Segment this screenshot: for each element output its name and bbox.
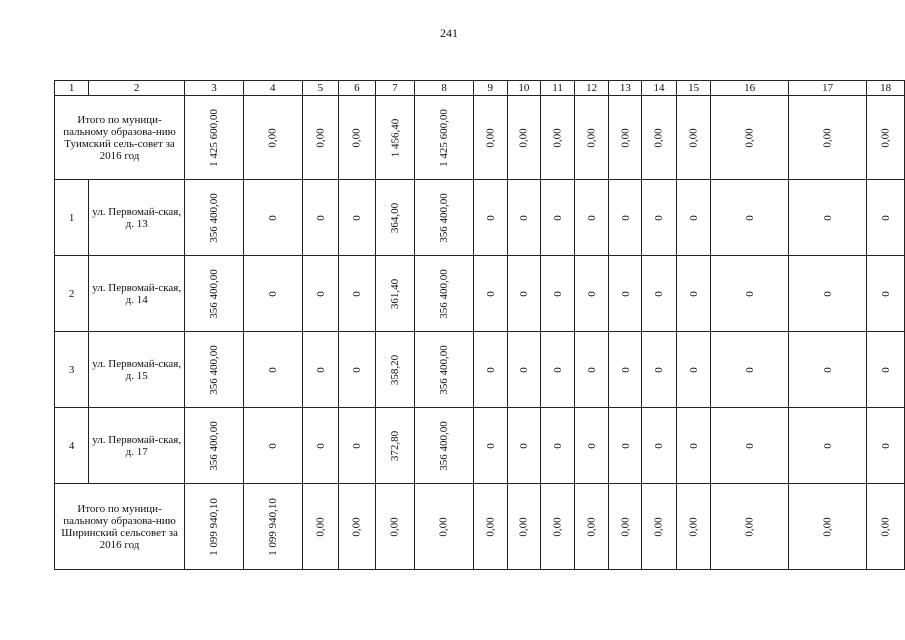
value-cell-col-9 <box>473 484 507 570</box>
value-text: 0,00 <box>517 516 530 537</box>
value-text: 0 <box>266 366 279 373</box>
value-cell-col-12 <box>574 332 609 408</box>
value-text: 0 <box>551 366 564 373</box>
value-text: 356 400,00 <box>438 420 451 471</box>
value-text: 0 <box>551 290 564 297</box>
column-header-7: 7 <box>375 81 415 96</box>
value-cell-col-7 <box>375 484 415 570</box>
value-cell-col-9 <box>473 408 507 484</box>
value-cell-col-15 <box>676 332 711 408</box>
value-text: 0,00 <box>551 127 564 148</box>
value-cell-col-11 <box>541 96 575 180</box>
value-text: 0,00 <box>652 516 665 537</box>
value-cell-col-6 <box>339 180 376 256</box>
value-cell-col-13 <box>609 256 642 332</box>
value-cell-col-5 <box>302 256 339 332</box>
value-cell-col-18 <box>867 332 905 408</box>
value-cell-col-4 <box>243 96 302 180</box>
value-text: 0,00 <box>388 516 401 537</box>
value-text: 356 400,00 <box>438 268 451 319</box>
value-text: 0,00 <box>652 127 665 148</box>
column-header-3: 3 <box>185 81 244 96</box>
value-text: 356 400,00 <box>207 192 220 243</box>
column-header-1: 1 <box>55 81 89 96</box>
table-row <box>55 256 905 332</box>
row-number: 4 <box>55 408 89 484</box>
value-cell-col-11 <box>541 484 575 570</box>
value-text: 0 <box>687 214 700 221</box>
value-cell-col-8 <box>415 180 474 256</box>
value-cell-col-6 <box>339 256 376 332</box>
value-text: 0 <box>821 290 834 297</box>
value-cell-col-3 <box>185 484 244 570</box>
value-cell-col-4 <box>243 332 302 408</box>
value-text: 0,00 <box>350 127 363 148</box>
value-cell-col-17 <box>788 484 866 570</box>
column-header-8: 8 <box>415 81 474 96</box>
value-text: 372,80 <box>388 430 401 461</box>
value-text: 0,00 <box>585 516 598 537</box>
value-cell-col-12 <box>574 180 609 256</box>
value-cell-col-14 <box>642 96 677 180</box>
table-row <box>55 408 905 484</box>
value-cell-col-3 <box>185 180 244 256</box>
value-cell-col-17 <box>788 180 866 256</box>
value-cell-col-5 <box>302 332 339 408</box>
value-text: 0 <box>879 366 892 373</box>
value-cell-col-3 <box>185 256 244 332</box>
value-text: 361,40 <box>388 278 401 309</box>
page-number: 241 <box>440 26 458 40</box>
value-cell-col-18 <box>867 180 905 256</box>
column-header-18: 18 <box>867 81 905 96</box>
value-text: 0 <box>687 366 700 373</box>
value-cell-col-12 <box>574 408 609 484</box>
value-cell-col-17 <box>788 256 866 332</box>
column-header-15: 15 <box>676 81 711 96</box>
value-cell-col-13 <box>609 484 642 570</box>
value-text: 0 <box>619 214 632 221</box>
address-cell: ул. Первомай-ская, д. 14 <box>89 256 185 332</box>
value-text: 1 456,40 <box>388 118 401 157</box>
value-text: 0 <box>350 366 363 373</box>
value-text: 0 <box>585 442 598 449</box>
value-text: 0,00 <box>517 127 530 148</box>
value-text: 0 <box>743 442 756 449</box>
value-cell-col-10 <box>507 180 541 256</box>
value-cell-col-18 <box>867 484 905 570</box>
value-text: 0 <box>551 442 564 449</box>
value-cell-col-6 <box>339 484 376 570</box>
value-text: 0 <box>879 290 892 297</box>
value-text: 0 <box>350 290 363 297</box>
value-text: 0,00 <box>484 516 497 537</box>
value-text: 0 <box>314 442 327 449</box>
total-label: Итого по муници-пальному образова-нию Ширинский сельсовет за 2016 год <box>55 484 185 570</box>
value-text: 0 <box>743 366 756 373</box>
value-cell-col-18 <box>867 256 905 332</box>
column-header-4: 4 <box>243 81 302 96</box>
value-cell-col-17 <box>788 408 866 484</box>
column-header-17: 17 <box>788 81 866 96</box>
value-cell-col-13 <box>609 96 642 180</box>
value-text: 0 <box>266 290 279 297</box>
value-text: 0 <box>879 214 892 221</box>
value-text: 0,00 <box>687 127 700 148</box>
value-cell-col-16 <box>711 484 788 570</box>
value-text: 0 <box>652 290 665 297</box>
value-cell-col-7 <box>375 256 415 332</box>
column-header-9: 9 <box>473 81 507 96</box>
value-text: 0,00 <box>687 516 700 537</box>
table-row <box>55 96 905 180</box>
value-cell-col-18 <box>867 96 905 180</box>
value-cell-col-8 <box>415 96 474 180</box>
value-cell-col-10 <box>507 332 541 408</box>
column-header-2: 2 <box>89 81 185 96</box>
value-cell-col-10 <box>507 408 541 484</box>
value-text: 0 <box>484 442 497 449</box>
value-text: 0,00 <box>438 516 451 537</box>
value-cell-col-9 <box>473 256 507 332</box>
value-cell-col-16 <box>711 332 788 408</box>
value-cell-col-16 <box>711 408 788 484</box>
value-cell-col-17 <box>788 332 866 408</box>
register-table <box>54 80 905 570</box>
value-text: 0 <box>585 214 598 221</box>
value-text: 0 <box>484 290 497 297</box>
value-text: 0,00 <box>551 516 564 537</box>
value-cell-col-8 <box>415 332 474 408</box>
value-text: 0 <box>619 442 632 449</box>
value-cell-col-13 <box>609 332 642 408</box>
column-header-6: 6 <box>339 81 376 96</box>
value-text: 0 <box>484 214 497 221</box>
value-cell-col-14 <box>642 180 677 256</box>
value-cell-col-6 <box>339 408 376 484</box>
value-cell-col-14 <box>642 256 677 332</box>
value-text: 0,00 <box>879 127 892 148</box>
value-text: 356 400,00 <box>207 420 220 471</box>
value-cell-col-13 <box>609 180 642 256</box>
value-text: 0,00 <box>266 127 279 148</box>
row-number: 1 <box>55 180 89 256</box>
value-text: 0 <box>314 366 327 373</box>
value-cell-col-10 <box>507 256 541 332</box>
value-text: 0 <box>585 366 598 373</box>
value-cell-col-9 <box>473 332 507 408</box>
column-header-12: 12 <box>574 81 609 96</box>
table-row <box>55 332 905 408</box>
address-cell: ул. Первомай-ская, д. 15 <box>89 332 185 408</box>
value-cell-col-7 <box>375 96 415 180</box>
value-cell-col-8 <box>415 256 474 332</box>
value-text: 0 <box>821 366 834 373</box>
value-text: 0,00 <box>484 127 497 148</box>
value-text: 0 <box>551 214 564 221</box>
value-text: 0 <box>652 214 665 221</box>
value-text: 356 400,00 <box>207 268 220 319</box>
value-cell-col-10 <box>507 484 541 570</box>
value-text: 1 099 940,10 <box>207 497 220 556</box>
value-text: 0 <box>652 442 665 449</box>
value-cell-col-6 <box>339 332 376 408</box>
value-text: 0 <box>314 290 327 297</box>
value-text: 0,00 <box>585 127 598 148</box>
total-label: Итого по муници-пальному образова-нию Туимский сель-совет за 2016 год <box>55 96 185 180</box>
header-row <box>55 81 905 96</box>
value-text: 0 <box>687 290 700 297</box>
value-text: 1 099 940,10 <box>266 497 279 556</box>
value-cell-col-4 <box>243 408 302 484</box>
value-cell-col-11 <box>541 332 575 408</box>
column-header-14: 14 <box>642 81 677 96</box>
value-text: 356 400,00 <box>438 192 451 243</box>
value-text: 0,00 <box>314 516 327 537</box>
value-cell-col-16 <box>711 256 788 332</box>
row-number: 2 <box>55 256 89 332</box>
value-cell-col-15 <box>676 96 711 180</box>
column-header-13: 13 <box>609 81 642 96</box>
value-text: 356 400,00 <box>438 344 451 395</box>
address-cell: ул. Первомай-ская, д. 17 <box>89 408 185 484</box>
table-row <box>55 180 905 256</box>
value-cell-col-13 <box>609 408 642 484</box>
value-text: 0,00 <box>879 516 892 537</box>
value-text: 0 <box>350 442 363 449</box>
value-text: 0,00 <box>821 127 834 148</box>
value-cell-col-5 <box>302 484 339 570</box>
value-cell-col-11 <box>541 180 575 256</box>
value-cell-col-5 <box>302 96 339 180</box>
value-cell-col-15 <box>676 484 711 570</box>
value-text: 0 <box>266 442 279 449</box>
value-text: 0,00 <box>821 516 834 537</box>
value-text: 0,00 <box>743 516 756 537</box>
value-text: 0,00 <box>743 127 756 148</box>
value-text: 0 <box>266 214 279 221</box>
value-text: 0 <box>517 290 530 297</box>
value-cell-col-18 <box>867 408 905 484</box>
value-cell-col-14 <box>642 484 677 570</box>
value-cell-col-4 <box>243 256 302 332</box>
value-cell-col-7 <box>375 332 415 408</box>
value-cell-col-8 <box>415 408 474 484</box>
value-text: 0 <box>350 214 363 221</box>
value-cell-col-11 <box>541 256 575 332</box>
value-text: 0 <box>619 366 632 373</box>
column-header-11: 11 <box>541 81 575 96</box>
address-cell: ул. Первомай-ская, д. 13 <box>89 180 185 256</box>
value-text: 0 <box>652 366 665 373</box>
value-cell-col-15 <box>676 408 711 484</box>
value-cell-col-12 <box>574 484 609 570</box>
column-header-10: 10 <box>507 81 541 96</box>
value-text: 1 425 600,00 <box>438 108 451 167</box>
value-text: 0 <box>517 366 530 373</box>
value-text: 0 <box>314 214 327 221</box>
value-cell-col-7 <box>375 408 415 484</box>
value-cell-col-15 <box>676 180 711 256</box>
value-text: 0 <box>484 366 497 373</box>
value-cell-col-14 <box>642 332 677 408</box>
value-text: 1 425 600,00 <box>207 108 220 167</box>
value-cell-col-9 <box>473 96 507 180</box>
value-text: 0 <box>517 442 530 449</box>
value-cell-col-12 <box>574 256 609 332</box>
value-text: 356 400,00 <box>207 344 220 395</box>
value-cell-col-16 <box>711 180 788 256</box>
value-text: 358,20 <box>388 354 401 385</box>
value-cell-col-5 <box>302 408 339 484</box>
column-header-16: 16 <box>711 81 788 96</box>
value-cell-col-9 <box>473 180 507 256</box>
value-text: 0 <box>821 442 834 449</box>
column-header-5: 5 <box>302 81 339 96</box>
value-text: 0 <box>743 214 756 221</box>
value-text: 0,00 <box>314 127 327 148</box>
value-text: 0,00 <box>350 516 363 537</box>
value-text: 0 <box>585 290 598 297</box>
value-cell-col-6 <box>339 96 376 180</box>
value-cell-col-12 <box>574 96 609 180</box>
value-cell-col-15 <box>676 256 711 332</box>
value-cell-col-4 <box>243 180 302 256</box>
value-cell-col-5 <box>302 180 339 256</box>
value-text: 0 <box>879 442 892 449</box>
value-cell-col-10 <box>507 96 541 180</box>
value-text: 0 <box>687 442 700 449</box>
value-cell-col-4 <box>243 484 302 570</box>
value-cell-col-11 <box>541 408 575 484</box>
value-text: 0,00 <box>619 127 632 148</box>
value-cell-col-16 <box>711 96 788 180</box>
value-cell-col-7 <box>375 180 415 256</box>
value-cell-col-17 <box>788 96 866 180</box>
row-number: 3 <box>55 332 89 408</box>
value-text: 0,00 <box>619 516 632 537</box>
table-row <box>55 484 905 570</box>
value-text: 0 <box>821 214 834 221</box>
value-cell-col-3 <box>185 96 244 180</box>
value-cell-col-14 <box>642 408 677 484</box>
value-cell-col-8 <box>415 484 474 570</box>
value-cell-col-3 <box>185 332 244 408</box>
value-text: 364,00 <box>388 202 401 233</box>
value-cell-col-3 <box>185 408 244 484</box>
value-text: 0 <box>743 290 756 297</box>
value-text: 0 <box>517 214 530 221</box>
value-text: 0 <box>619 290 632 297</box>
